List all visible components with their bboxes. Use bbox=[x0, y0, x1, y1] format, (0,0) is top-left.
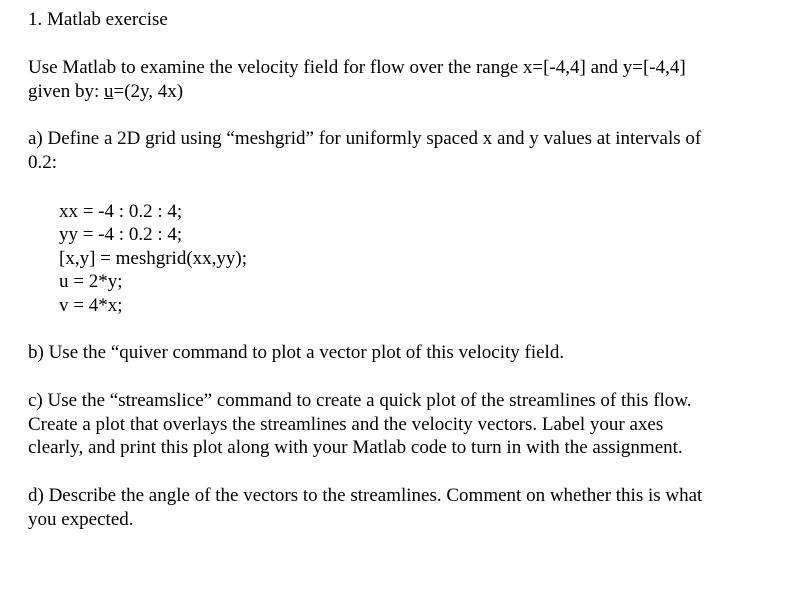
code-line-1: xx = -4 : 0.2 : 4; bbox=[59, 201, 183, 222]
velocity-vector-symbol: u bbox=[104, 81, 114, 102]
code-line-3: [x,y] = meshgrid(xx,yy); bbox=[59, 248, 248, 269]
code-line-2: yy = -4 : 0.2 : 4; bbox=[59, 224, 183, 245]
intro-line-2 bbox=[28, 80, 183, 104]
exercise-title: 1. Matlab exercise bbox=[28, 9, 168, 30]
intro-line-1: Use Matlab to examine the velocity field for flow over the range x=[-4,4] and y=[-4,4] bbox=[28, 57, 686, 78]
part-a-line-2: 0.2: bbox=[28, 152, 58, 173]
part-d-line-1: d) Describe the angle of the vectors to the streamlines. Comment on whether this is what bbox=[28, 485, 703, 506]
part-c-line-3: clearly, and print this plot along with your Matlab code to turn in with the assignment. bbox=[28, 437, 683, 458]
part-b-line-1: b) Use the “quiver command to plot a vector plot of this velocity field. bbox=[28, 342, 565, 363]
code-line-4: u = 2*y; bbox=[59, 271, 123, 292]
code-line-5: v = 4*x; bbox=[59, 295, 123, 316]
part-c-line-1: c) Use the “streamslice” command to create a quick plot of the streamlines of this flow. bbox=[28, 390, 692, 411]
part-c-line-2: Create a plot that overlays the streamlines and the velocity vectors. Label your axes bbox=[28, 414, 664, 435]
part-a-line-1: a) Define a 2D grid using “meshgrid” for uniformly spaced x and y values at intervals of bbox=[28, 128, 702, 149]
intro-suffix: =(2y, 4x) bbox=[113, 81, 184, 102]
part-d-line-2: you expected. bbox=[28, 509, 134, 530]
intro-prefix: given by: bbox=[28, 81, 104, 102]
